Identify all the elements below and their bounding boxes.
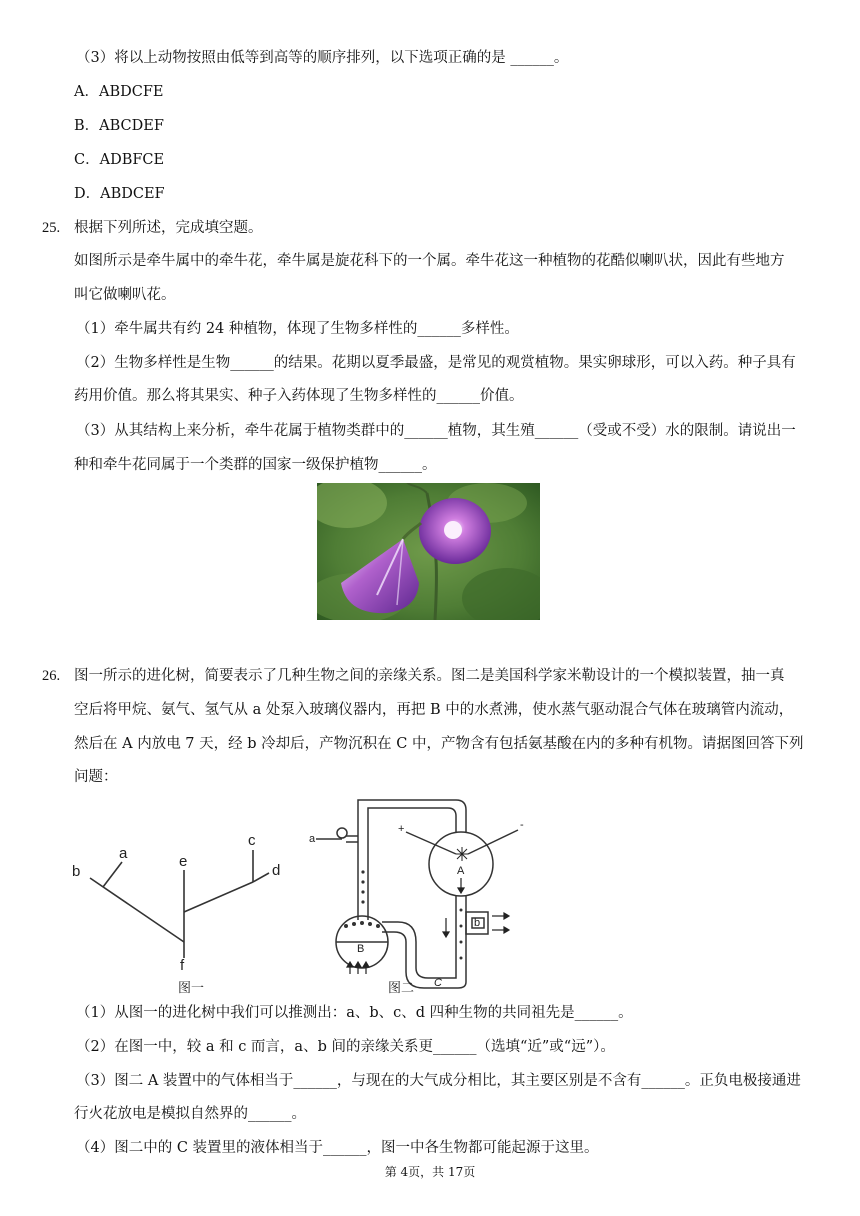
q24-option-a: A．ABDCFE (74, 84, 164, 100)
fig2-label-A: A (457, 865, 465, 877)
q25-sub3-line1: （3）从其结构上来分析，牵牛花属于植物类群中的______植物，其生殖______（受或不受）水的限制。请说出一 (76, 423, 796, 439)
q26-sub3-line2: 行火花放电是模拟自然界的______。 (74, 1106, 306, 1122)
q25-sub1: （1）牵牛属共有约 24 种植物，体现了生物多样性的______多样性。 (76, 321, 519, 337)
fig2-label-b: b (474, 917, 481, 929)
q25-sub2-line2: 药用价值。那么将其果实、种子入药体现了生物多样性的______价值。 (74, 388, 524, 404)
figure-2-miller-apparatus (306, 792, 536, 998)
q26-number: 26. (42, 668, 61, 684)
q26-sub4: （4）图二中的 C 装置里的液体相当于______，图一中各生物都可能起源于这里。 (76, 1140, 599, 1156)
fig1-label-b: b (72, 863, 81, 880)
morning-glory-photo (317, 483, 540, 620)
q25-paragraph-line2: 叫它做喇叭花。 (74, 287, 176, 303)
q24-option-d: D．ABDCEF (74, 186, 165, 202)
q25-sub2-line1: （2）生物多样性是生物______的结果。花期以夏季最盛，是常见的观赏植物。果实卵球形，可以入药。种子具有 (76, 355, 796, 371)
fig2-label-a: a (309, 833, 316, 845)
fig1-label-a: a (119, 845, 128, 862)
q25-paragraph-line1: 如图所示是牵牛属中的牵牛花，牵牛属是旋花科下的一个属。牵牛花这一种植物的花酷似喇叭状，因此有些地方 (74, 253, 785, 269)
fig1-label-e: e (179, 853, 188, 870)
fig2-label-B: B (357, 943, 365, 955)
q26-sub3-line1: （3）图二 A 装置中的气体相当于______，与现在的大气成分相比，其主要区别是不含有______。正负电极接通进 (76, 1073, 801, 1089)
fig1-caption: 图一 (178, 981, 205, 996)
fig2-label-minus: - (520, 819, 524, 831)
figure-1-evolution-tree (66, 830, 296, 998)
q26-sub2: （2）在图一中，较 a 和 c 而言，a、b 间的亲缘关系更______（选填“近”或“远”）。 (76, 1039, 615, 1055)
q25-intro: 根据下列所述，完成填空题。 (74, 220, 263, 236)
fig2-caption: 图二 (388, 981, 415, 996)
q26-paragraph-line1: 图一所示的进化树，简要表示了几种生物之间的亲缘关系。图二是美国科学家米勒设计的一个模拟装置，抽一真 (74, 668, 785, 684)
fig2-label-C: C (434, 977, 442, 989)
fig1-label-c: c (248, 832, 256, 849)
q26-paragraph-line2: 空后将甲烷、氨气、氢气从 a 处泵入玻璃仪器内，再把 B 中的水煮沸，使水蒸气驱动混合气体在玻璃管内流动， (74, 702, 794, 718)
q25-sub3-line2: 种和牵牛花同属于一个类群的国家一级保护植物______。 (74, 457, 437, 473)
fig1-label-f: f (180, 957, 185, 974)
q26-paragraph-line3: 然后在 A 内放电 7 天，经 b 冷却后，产物沉积在 C 中，产物含有包括氨基酸在内的多种有机物。请据图回答下列 (74, 736, 804, 752)
q25-number: 25. (42, 220, 61, 236)
fig1-label-d: d (272, 862, 281, 879)
page-footer: 第 4页，共 17页 (384, 1165, 476, 1179)
q26-paragraph-line4: 问题： (74, 769, 118, 785)
q24-option-c: C．ADBFCE (74, 152, 165, 168)
q26-sub1: （1）从图一的进化树中我们可以推测出：a、b、c、d 四种生物的共同祖先是______。 (76, 1005, 633, 1021)
q24-sub3: （3）将以上动物按照由低等到高等的顺序排列，以下选项正确的是 ______。 (76, 50, 569, 66)
q24-option-b: B．ABCDEF (74, 118, 164, 134)
fig2-label-plus: + (398, 823, 405, 835)
